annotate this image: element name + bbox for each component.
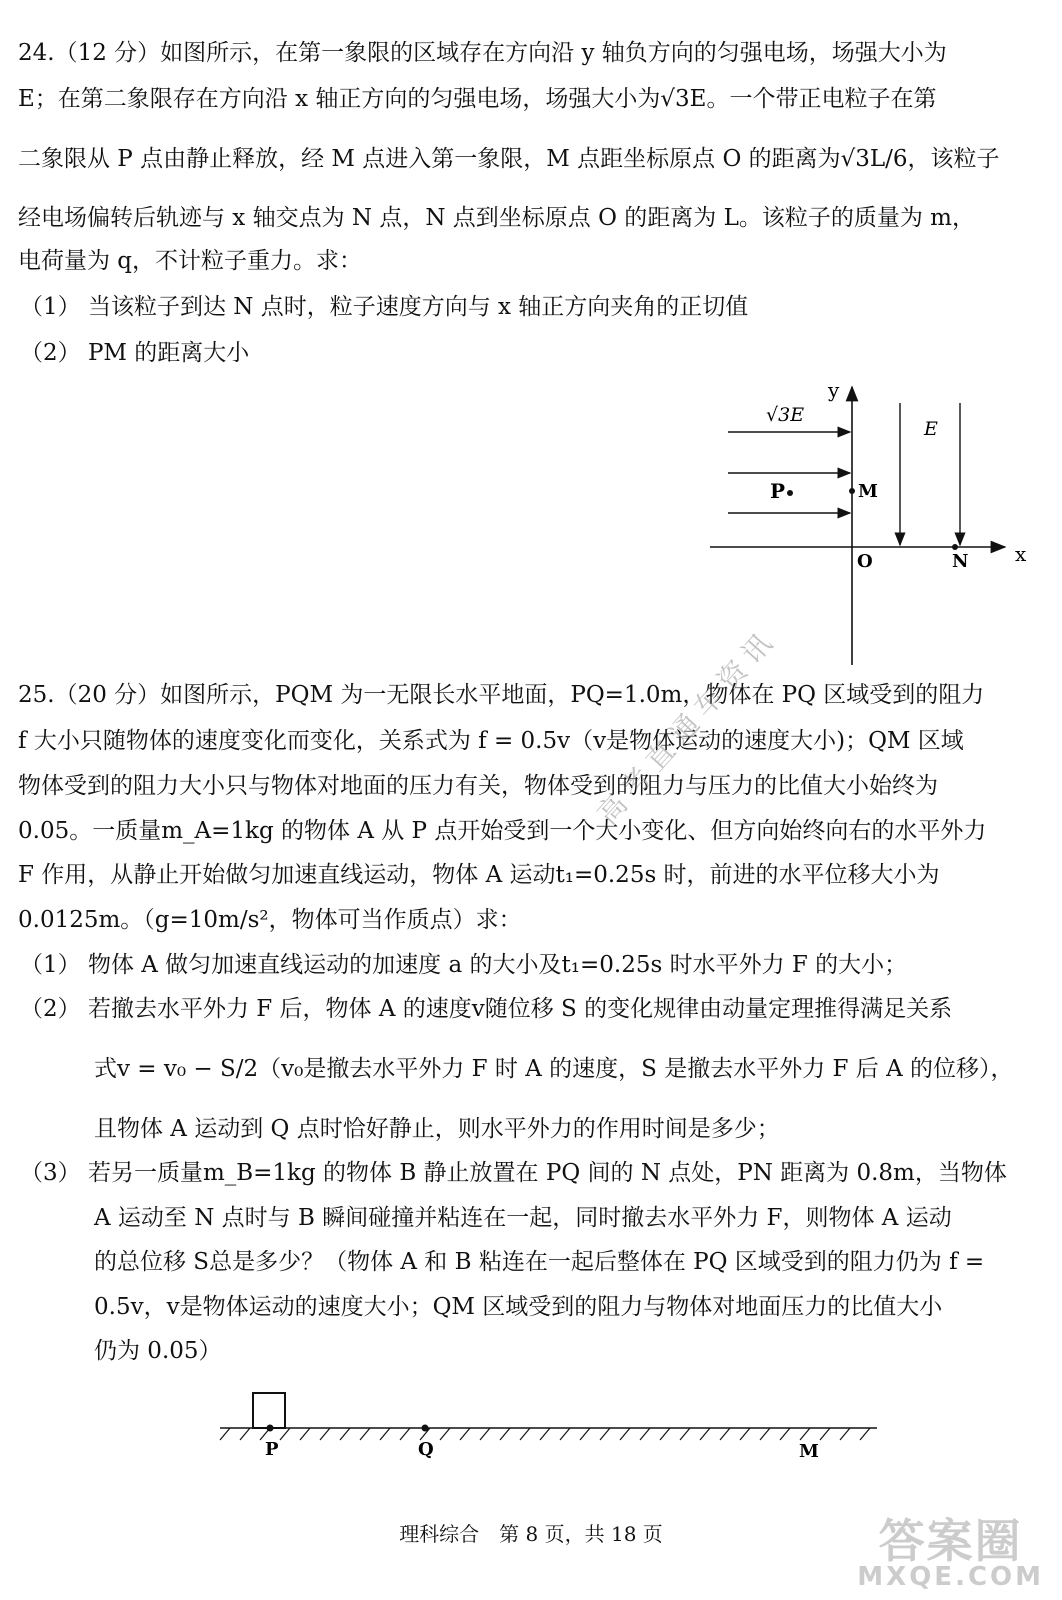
point-q-label: Q [418, 1439, 434, 1460]
point-m [849, 488, 855, 494]
logo-url: MXQE.COM [857, 1562, 1044, 1592]
logo-text: 答案圈 [878, 1514, 1023, 1568]
q25-sub-3-line-1: （3） 若另一质量m_B=1kg 的物体 B 静止放置在 PQ 间的 N 点处，PN 距离为 0.8m，当物体 [20, 1160, 1007, 1186]
q25-sub-2-line-1: （2） 若撤去水平外力 F 后，物体 A 的速度v随位移 S 的变化规律由动量定理推得满足关系 [20, 996, 953, 1022]
q24-line-4: 经电场偏转后轨迹与 x 轴交点为 N 点，N 点到坐标原点 O 的距离为 L。该粒子的质量为 m， [18, 205, 975, 231]
point-n-label: N [952, 551, 969, 572]
q25-sub-2-line-2: 式v = v₀ − S/2（v₀是撤去水平外力 F 时 A 的速度，S 是撤去水平外力 F 后 A 的位移）， [94, 1056, 1014, 1082]
x-axis-label: x [1015, 542, 1027, 566]
q24-sub-1: （1） 当该粒子到达 N 点时，粒子速度方向与 x 轴正方向夹角的正切值 [20, 294, 749, 320]
q25-line-4: 0.05。一质量m_A=1kg 的物体 A 从 P 点开始受到一个大小变化、但方向始终向右的水平外力 [18, 818, 987, 844]
q25-line-3: 物体受到的阻力大小只与物体对地面的压力有关，物体受到的阻力与压力的比值大小始终为 [18, 773, 938, 799]
q24-line-5: 电荷量为 q，不计粒子重力。求： [18, 248, 363, 274]
field-right-label: E [924, 418, 938, 440]
q25-sub-3-line-3: 的总位移 S总是多少？（物体 A 和 B 粘连在一起后整体在 PQ 区域受到的阻力仍为 f = [94, 1249, 985, 1275]
point-p-label: P [770, 479, 786, 503]
point-q [422, 1425, 429, 1432]
q25-sub-3-line-5: 仍为 0.05） [94, 1338, 222, 1364]
q25-line-6: 0.0125m。（g=10m/s²，物体可当作质点）求： [18, 907, 522, 933]
q25-sub-3-line-2: A 运动至 N 点时与 B 瞬间碰撞并粘连在一起，同时撤去水平外力 F，则物体 A 运动 [94, 1205, 952, 1231]
watermark: 高考直通车资讯 [590, 621, 784, 831]
q25-line-2: f 大小只随物体的速度变化而变化，关系式为 f = 0.5v（v是物体运动的速度大小)；QM 区域 [18, 728, 964, 754]
q25-sub-2-line-3: 且物体 A 运动到 Q 点时恰好静止，则水平外力的作用时间是多少； [94, 1116, 780, 1142]
y-axis-label: y [828, 378, 840, 402]
block-a [253, 1393, 285, 1428]
q25-line-5: F 作用，从静止开始做匀加速直线运动，物体 A 运动t₁=0.25s 时，前进的水平位移大小为 [18, 862, 940, 888]
point-p [267, 1425, 274, 1432]
point-p [787, 490, 793, 496]
point-m-label: M [858, 481, 878, 502]
site-logo [857, 1514, 1044, 1592]
ground-hatching [220, 1428, 870, 1440]
point-n [952, 544, 958, 550]
q24-line-2: E；在第二象限存在方向沿 x 轴正方向的匀强电场，场强大小为√3E。一个带正电粒子在第 [18, 86, 937, 112]
q24-line-1: 24.（12 分）如图所示，在第一象限的区域存在方向沿 y 轴负方向的匀强电场，场强大小为 [18, 40, 947, 66]
q25-sub-1: （1） 物体 A 做匀加速直线运动的加速度 a 的大小及t₁=0.25s 时水平外力 F 的大小； [20, 952, 908, 978]
point-p-label: P [265, 1439, 279, 1460]
q25-sub-3-line-4: 0.5v，v是物体运动的速度大小；QM 区域受到的阻力与物体对地面压力的比值大小 [94, 1294, 943, 1320]
page-footer: 理科综合 第 8 页，共 18 页 [399, 1522, 663, 1546]
field-left-label: √3E [766, 404, 805, 426]
q24-sub-2: （2） PM 的距离大小 [20, 340, 250, 366]
q25-ground-diagram [215, 1385, 885, 1465]
origin-label: O [857, 551, 873, 572]
point-m-label: M [799, 1441, 819, 1462]
q24-line-3: 二象限从 P 点由静止释放，经 M 点进入第一象限，M 点距坐标原点 O 的距离为√3L/6，该粒子 [18, 146, 1000, 172]
q25-line-1: 25.（20 分）如图所示，PQM 为一无限长水平地面，PQ=1.0m，物体在 PQ 区域受到的阻力 [18, 682, 985, 708]
